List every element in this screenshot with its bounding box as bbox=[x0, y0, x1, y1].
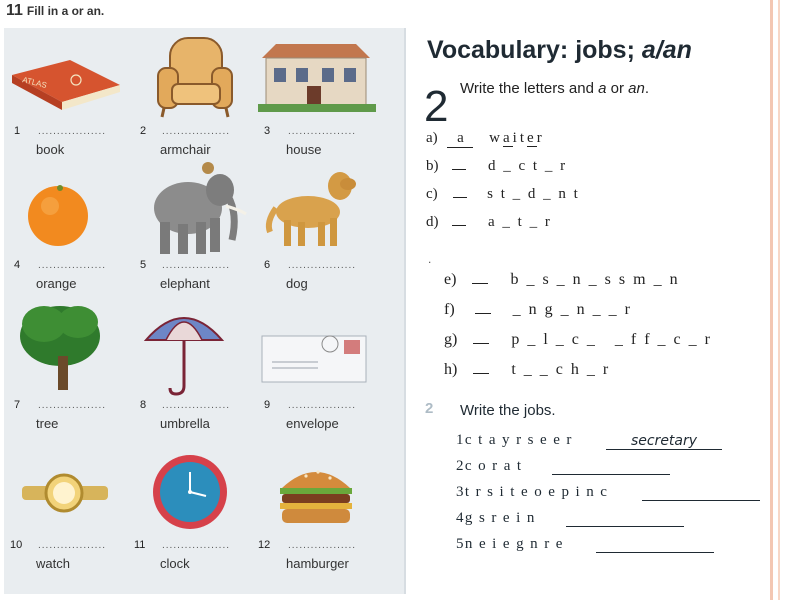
item-number: 7 bbox=[14, 399, 21, 411]
letter-row bbox=[444, 361, 610, 379]
job-letters: c t a y r s e e r bbox=[464, 432, 573, 448]
letter-row bbox=[444, 331, 712, 349]
item-word: tree bbox=[36, 416, 59, 431]
job-letters: g s r e i n bbox=[464, 510, 536, 526]
answer-blank[interactable]: .................. bbox=[38, 126, 107, 137]
book-cover-label: ATLAS bbox=[21, 75, 48, 90]
job-answer[interactable]: secretary bbox=[606, 433, 722, 450]
row-label: e) bbox=[444, 271, 457, 288]
separator-dot: . bbox=[428, 252, 432, 266]
item-number: 4 bbox=[14, 259, 21, 271]
book-icon bbox=[12, 60, 120, 110]
job-answer-blank[interactable] bbox=[566, 526, 684, 527]
elephant-icon bbox=[154, 162, 246, 254]
letter-puzzle: b _ s _ n _ s s m _ n bbox=[510, 271, 680, 288]
answer-blank[interactable]: .................. bbox=[38, 400, 107, 411]
answer-blank[interactable]: .................. bbox=[288, 260, 357, 271]
item-word: elephant bbox=[160, 276, 210, 291]
item-word: envelope bbox=[286, 416, 339, 431]
letter-row bbox=[426, 158, 567, 175]
job-letters: t r s i t e o e p i n c bbox=[464, 484, 609, 500]
job-row bbox=[456, 432, 573, 449]
row-label: h) bbox=[444, 361, 458, 378]
job-number: 4 bbox=[456, 510, 465, 526]
letter-row bbox=[444, 271, 680, 289]
item-word: hamburger bbox=[286, 556, 349, 571]
job-answer-blank[interactable] bbox=[642, 500, 760, 501]
job-number: 3 bbox=[456, 484, 465, 500]
letter-puzzle: s t _ d _ n t bbox=[487, 186, 580, 202]
answer-blank[interactable]: .................. bbox=[162, 400, 231, 411]
item-word: clock bbox=[160, 556, 190, 571]
row-label: c) bbox=[426, 186, 438, 202]
umbrella-icon bbox=[146, 318, 222, 394]
answer-blank[interactable] bbox=[473, 342, 489, 344]
watch-icon bbox=[22, 475, 108, 511]
decorative-stripes bbox=[770, 0, 800, 600]
answer-blank[interactable] bbox=[472, 282, 488, 284]
job-answer-blank[interactable] bbox=[596, 552, 714, 553]
exercise-instruction: Fill in a or an. bbox=[26, 4, 105, 18]
item-word: house bbox=[286, 142, 322, 157]
letter-row bbox=[426, 186, 580, 203]
answer-blank[interactable] bbox=[452, 224, 466, 226]
answer-blank[interactable] bbox=[452, 168, 466, 170]
answer-blank[interactable]: .................. bbox=[162, 540, 231, 551]
letter-puzzle: t _ _ c h _ r bbox=[511, 361, 611, 378]
item-word: umbrella bbox=[160, 416, 210, 431]
job-number: 2 bbox=[456, 458, 465, 474]
item-word: dog bbox=[286, 276, 308, 291]
row-label: g) bbox=[444, 331, 458, 348]
job-letters: n e i e g n r e bbox=[464, 536, 564, 552]
letter-puzzle: d _ c t _ r bbox=[488, 158, 568, 174]
item-number: 11 bbox=[134, 539, 146, 551]
job-row bbox=[456, 510, 536, 527]
exercise-number: 2 bbox=[424, 82, 449, 131]
answer-article[interactable]: a bbox=[447, 130, 473, 148]
item-number: 8 bbox=[140, 399, 147, 411]
page-title: Vocabulary: jobs; a/an bbox=[427, 36, 692, 64]
item-word: book bbox=[36, 142, 65, 157]
row-label: a) bbox=[426, 130, 438, 146]
dog-icon bbox=[269, 172, 356, 246]
answer-blank[interactable]: .................. bbox=[38, 260, 107, 271]
hamburger-icon bbox=[280, 470, 352, 523]
letter-puzzle: _ n g _ n _ _ r bbox=[512, 301, 632, 318]
job-answer-blank[interactable] bbox=[552, 474, 670, 475]
answer-blank[interactable]: .................. bbox=[288, 540, 357, 551]
letter-row bbox=[444, 301, 632, 319]
exercise-instruction: Write the letters and a or an. bbox=[460, 80, 650, 97]
item-number: 6 bbox=[264, 259, 271, 271]
letter-puzzle: waiter bbox=[489, 130, 545, 146]
item-number: 2 bbox=[140, 125, 147, 137]
job-row bbox=[456, 458, 522, 475]
job-row bbox=[456, 484, 608, 501]
item-number: 9 bbox=[264, 399, 271, 411]
answer-blank[interactable] bbox=[475, 312, 491, 314]
clock-icon bbox=[153, 455, 227, 529]
answer-blank[interactable]: .................. bbox=[288, 400, 357, 411]
orange-icon bbox=[28, 185, 88, 246]
item-number: 12 bbox=[258, 539, 271, 551]
row-label: d) bbox=[426, 214, 439, 230]
house-icon bbox=[258, 44, 376, 112]
page-title-italic: a/an bbox=[641, 36, 692, 64]
item-word: armchair bbox=[160, 142, 211, 157]
answer-blank[interactable] bbox=[453, 196, 467, 198]
row-label: b) bbox=[426, 158, 439, 174]
answer-blank[interactable]: .................. bbox=[162, 126, 231, 137]
tree-icon bbox=[20, 306, 100, 390]
armchair-icon bbox=[158, 38, 232, 117]
letter-row bbox=[426, 130, 545, 148]
exercise-number: 11 bbox=[6, 2, 23, 19]
job-number: 5 bbox=[456, 536, 465, 552]
letter-puzzle: p _ l _ c _ _ f f _ c _ r bbox=[511, 331, 712, 348]
exercise-number: 2 bbox=[425, 400, 434, 417]
item-number: 1 bbox=[14, 125, 21, 137]
answer-blank[interactable]: .................. bbox=[288, 126, 357, 137]
item-number: 5 bbox=[140, 259, 147, 271]
item-number: 3 bbox=[264, 125, 271, 137]
job-number: 1 bbox=[456, 432, 465, 448]
envelope-icon bbox=[262, 336, 366, 382]
answer-blank[interactable]: .................. bbox=[38, 540, 107, 551]
exercise-instruction: Write the jobs. bbox=[460, 402, 556, 419]
answer-blank[interactable]: .................. bbox=[162, 260, 231, 271]
letter-row bbox=[426, 214, 552, 231]
item-word: orange bbox=[36, 276, 77, 291]
job-row bbox=[456, 536, 564, 553]
job-letters: c o r a t bbox=[464, 458, 523, 474]
letter-puzzle: a _ t _ r bbox=[488, 214, 552, 230]
row-label: f) bbox=[444, 301, 455, 318]
item-number: 10 bbox=[10, 539, 23, 551]
answer-blank[interactable] bbox=[473, 372, 489, 374]
item-word: watch bbox=[36, 556, 70, 571]
